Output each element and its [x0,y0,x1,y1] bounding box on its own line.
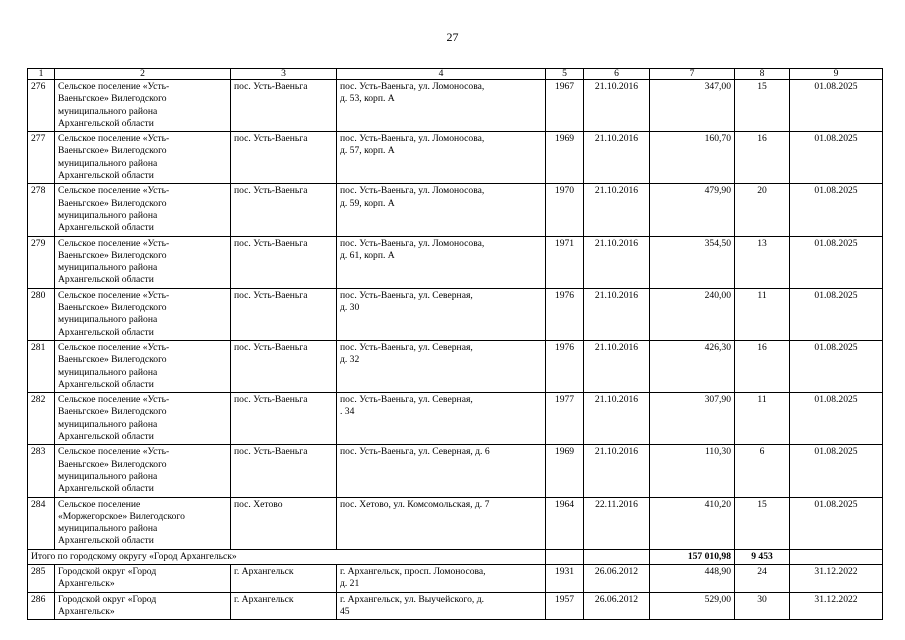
people-cell: 24 [735,564,790,592]
area-cell: 160,70 [650,132,735,184]
owner-cell: Городской округ «Город Архангельск» [55,592,231,620]
col-header-4: 4 [337,69,546,80]
table-row [28,592,883,620]
owner-cell: Сельское поселение «Усть- Ваеньгское» Вилегодского муниципального района Архангельской области [55,184,231,236]
row-number: 285 [28,564,55,592]
settlement-cell: пос. Усть-Ваеньга [231,236,337,288]
settlement-cell: пос. Усть-Ваеньга [231,132,337,184]
total-area: 157 010,98 [650,549,735,564]
table-row [28,236,883,288]
owner-cell: Сельское поселение «Усть- Ваеньгское» Вилегодского муниципального района Архангельской области [55,236,231,288]
year-cell: 1931 [546,564,584,592]
total-empty-cell [584,549,650,564]
area-cell: 110,30 [650,445,735,497]
settlement-cell: пос. Усть-Ваеньга [231,288,337,340]
col-header-5: 5 [546,69,584,80]
total-label: Итого по городскому округу «Город Архангельск» [28,549,546,564]
row-number: 282 [28,393,55,445]
address-cell: пос. Усть-Ваеньга, ул. Северная, д. 32 [337,340,546,392]
area-cell: 354,50 [650,236,735,288]
year-cell: 1976 [546,288,584,340]
table-row [28,132,883,184]
deadline-cell: 01.08.2025 [790,340,883,392]
owner-cell: Сельское поселение «Усть- Ваеньгское» Вилегодского муниципального района Архангельской области [55,445,231,497]
page-number: 27 [446,30,459,44]
row-number: 277 [28,132,55,184]
people-cell: 15 [735,80,790,132]
date-cell: 22.11.2016 [584,497,650,549]
total-row [28,549,883,564]
date-cell: 21.10.2016 [584,236,650,288]
people-cell: 30 [735,592,790,620]
year-cell: 1967 [546,80,584,132]
row-number: 279 [28,236,55,288]
table-row [28,184,883,236]
deadline-cell: 01.08.2025 [790,393,883,445]
address-cell: пос. Усть-Ваеньга, ул. Ломоносова, д. 61, корп. А [337,236,546,288]
row-number: 281 [28,340,55,392]
row-number: 284 [28,497,55,549]
col-header-2: 2 [55,69,231,80]
total-empty-cell [546,549,584,564]
registry-table [27,68,883,620]
address-cell: пос. Хетово, ул. Комсомольская, д. 7 [337,497,546,549]
header-row [28,69,883,80]
settlement-cell: г. Архангельск [231,592,337,620]
col-header-1: 1 [28,69,55,80]
owner-cell: Сельское поселение «Моржегорское» Вилегодского муниципального района Архангельской области [55,497,231,549]
address-cell: пос. Усть-Ваеньга, ул. Ломоносова, д. 57, корп. А [337,132,546,184]
address-cell: пос. Усть-Ваеньга, ул. Северная, . 34 [337,393,546,445]
area-cell: 347,00 [650,80,735,132]
date-cell: 21.10.2016 [584,393,650,445]
date-cell: 26.06.2012 [584,592,650,620]
deadline-cell: 01.08.2025 [790,445,883,497]
settlement-cell: пос. Усть-Ваеньга [231,80,337,132]
total-people: 9 453 [735,549,790,564]
year-cell: 1969 [546,132,584,184]
people-cell: 15 [735,497,790,549]
deadline-cell: 01.08.2025 [790,132,883,184]
people-cell: 20 [735,184,790,236]
deadline-cell: 01.08.2025 [790,497,883,549]
table-row [28,80,883,132]
settlement-cell: пос. Усть-Ваеньга [231,445,337,497]
settlement-cell: пос. Усть-Ваеньга [231,340,337,392]
area-cell: 240,00 [650,288,735,340]
total-empty-cell [790,549,883,564]
date-cell: 21.10.2016 [584,132,650,184]
area-cell: 426,30 [650,340,735,392]
year-cell: 1957 [546,592,584,620]
deadline-cell: 01.08.2025 [790,80,883,132]
owner-cell: Городской округ «Город Архангельск» [55,564,231,592]
address-cell: пос. Усть-Ваеньга, ул. Северная, д. 30 [337,288,546,340]
col-header-9: 9 [790,69,883,80]
col-header-8: 8 [735,69,790,80]
area-cell: 448,90 [650,564,735,592]
owner-cell: Сельское поселение «Усть- Ваеньгское» Вилегодского муниципального района Архангельской области [55,132,231,184]
date-cell: 21.10.2016 [584,288,650,340]
row-number: 283 [28,445,55,497]
owner-cell: Сельское поселение «Усть- Ваеньгское» Вилегодского муниципального района Архангельской области [55,80,231,132]
deadline-cell: 01.08.2025 [790,236,883,288]
deadline-cell: 31.12.2022 [790,564,883,592]
people-cell: 16 [735,132,790,184]
area-cell: 529,00 [650,592,735,620]
date-cell: 26.06.2012 [584,564,650,592]
owner-cell: Сельское поселение «Усть- Ваеньгское» Вилегодского муниципального района Архангельской области [55,393,231,445]
col-header-3: 3 [231,69,337,80]
col-header-6: 6 [584,69,650,80]
deadline-cell: 01.08.2025 [790,184,883,236]
people-cell: 11 [735,288,790,340]
date-cell: 21.10.2016 [584,184,650,236]
year-cell: 1971 [546,236,584,288]
address-cell: пос. Усть-Ваеньга, ул. Северная, д. 6 [337,445,546,497]
year-cell: 1964 [546,497,584,549]
year-cell: 1977 [546,393,584,445]
date-cell: 21.10.2016 [584,340,650,392]
settlement-cell: пос. Усть-Ваеньга [231,393,337,445]
address-cell: пос. Усть-Ваеньга, ул. Ломоносова, д. 59, корп. А [337,184,546,236]
area-cell: 479,90 [650,184,735,236]
area-cell: 410,20 [650,497,735,549]
col-header-7: 7 [650,69,735,80]
year-cell: 1970 [546,184,584,236]
settlement-cell: пос. Усть-Ваеньга [231,184,337,236]
settlement-cell: г. Архангельск [231,564,337,592]
owner-cell: Сельское поселение «Усть- Ваеньгское» Вилегодского муниципального района Архангельской области [55,340,231,392]
table-row [28,445,883,497]
people-cell: 13 [735,236,790,288]
deadline-cell: 01.08.2025 [790,288,883,340]
settlement-cell: пос. Хетово [231,497,337,549]
table-row [28,564,883,592]
people-cell: 11 [735,393,790,445]
people-cell: 6 [735,445,790,497]
year-cell: 1969 [546,445,584,497]
table-row [28,288,883,340]
address-cell: г. Архангельск, ул. Выучейского, д. 45 [337,592,546,620]
table-row [28,393,883,445]
year-cell: 1976 [546,340,584,392]
deadline-cell: 31.12.2022 [790,592,883,620]
area-cell: 307,90 [650,393,735,445]
row-number: 280 [28,288,55,340]
date-cell: 21.10.2016 [584,445,650,497]
people-cell: 16 [735,340,790,392]
row-number: 286 [28,592,55,620]
table-row [28,340,883,392]
address-cell: г. Архангельск, просп. Ломоносова, д. 21 [337,564,546,592]
address-cell: пос. Усть-Ваеньга, ул. Ломоносова, д. 53, корп. А [337,80,546,132]
row-number: 276 [28,80,55,132]
row-number: 278 [28,184,55,236]
table-row [28,497,883,549]
owner-cell: Сельское поселение «Усть- Ваеньгское» Вилегодского муниципального района Архангельской области [55,288,231,340]
date-cell: 21.10.2016 [584,80,650,132]
